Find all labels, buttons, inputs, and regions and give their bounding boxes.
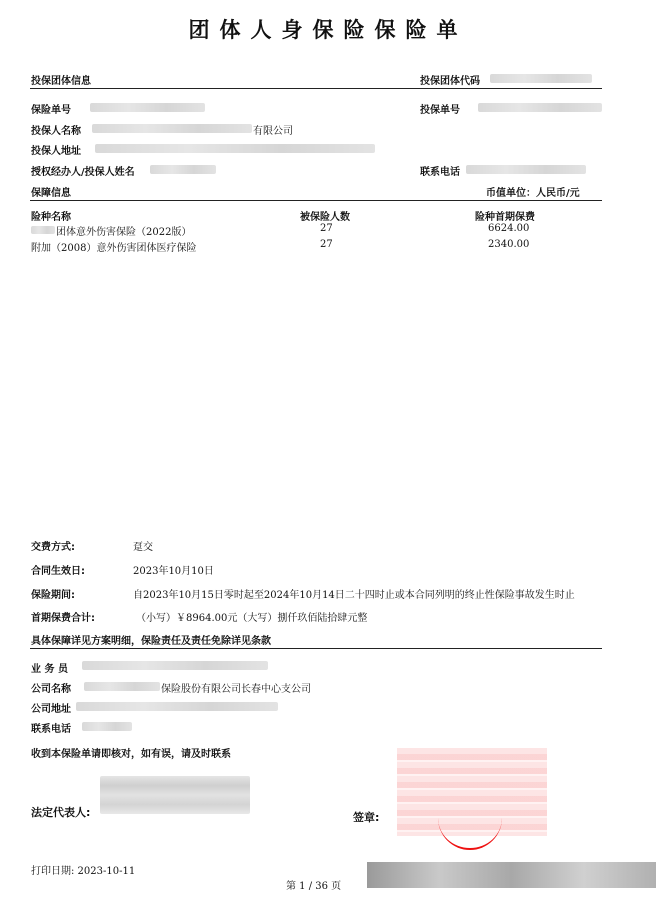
contact-phone-label: 联系电话 [420,167,460,178]
document-title: 团体人身保险保险单 [188,18,468,42]
insured-count: 27 [320,239,333,250]
redacted-policyholder-address [95,144,375,153]
table-row [0,223,656,237]
insurance-period-label: 保险期间: [31,590,75,601]
redacted-salesman [82,661,268,670]
policyholder-name-label: 投保人名称 [31,126,81,137]
payment-method-label: 交费方式: [31,542,75,553]
column-header-insured-count: 被保险人数 [300,212,350,223]
seal-arc [438,810,502,850]
redacted-company-phone [82,722,132,731]
product-name: 附加（2008）意外伤害团体医疗保险 [31,243,197,254]
section-divider [30,200,602,201]
total-premium-value: （小写）￥8964.00元（大写）捌仟玖佰陆拾肆元整 [136,613,368,624]
coverage-heading: 保障信息 [31,188,71,199]
redacted-contact-phone [466,165,586,174]
legal-representative-label: 法定代表人: [31,806,91,819]
column-header-premium: 险种首期保费 [475,212,535,223]
section-divider [30,88,602,89]
company-phone-label: 联系电话 [31,724,71,735]
group-code-label: 投保团体代码 [420,76,480,87]
redacted-application-no [478,103,602,112]
product-name: 团体意外伤害保险（2022版） [56,227,192,238]
policyholder-heading: 投保团体信息 [31,76,91,87]
redacted-policyholder-name [92,124,252,133]
coverage-detail-note: 具体保障详见方案明细，保险责任及责任免除详见条款 [31,636,271,647]
redacted-group-code [490,74,592,83]
redacted-company-address [76,702,278,711]
company-address-label: 公司地址 [31,704,71,715]
redacted-agent-name [150,165,216,174]
column-header-product: 险种名称 [31,212,71,223]
application-no-label: 投保单号 [420,105,460,116]
policyholder-name-suffix: 有限公司 [253,126,293,137]
insurance-period-value: 自2023年10月15日零时起至2024年10月14日二十四时止或本合同列明的终止性保险事故发生时止 [133,590,575,601]
verification-notice: 收到本保险单请即核对，如有误，请及时联系 [31,749,231,760]
redacted-legal-representative-signature [100,776,250,814]
company-name-suffix: 保险股份有限公司长春中心支公司 [161,684,311,695]
section-divider [30,648,602,649]
table-row [0,239,656,253]
redacted-product-prefix [31,226,55,234]
insured-count: 27 [320,223,333,234]
redacted-policy-no [90,103,205,112]
print-date: 打印日期: 2023-10-11 [31,866,136,877]
premium: 2340.00 [488,239,530,250]
seal-label: 签章: [353,811,380,824]
company-name-label: 公司名称 [31,684,71,695]
policyholder-address-label: 投保人地址 [31,146,81,157]
page-number: 第 1 / 36 页 [286,881,342,892]
policy-no-label: 保险单号 [31,105,71,116]
effective-date-label: 合同生效日: [31,566,85,577]
effective-date-value: 2023年10月10日 [133,566,214,577]
payment-method-value: 趸交 [133,542,153,553]
salesman-label: 业 务 员 [31,664,68,675]
total-premium-label: 首期保费合计: [31,613,95,624]
agent-name-label: 授权经办人/投保人姓名 [31,167,135,178]
redacted-footer [367,862,656,888]
redacted-company-name-prefix [84,682,160,691]
currency-unit: 币值单位：人民币/元 [486,188,580,199]
premium: 6624.00 [488,223,530,234]
